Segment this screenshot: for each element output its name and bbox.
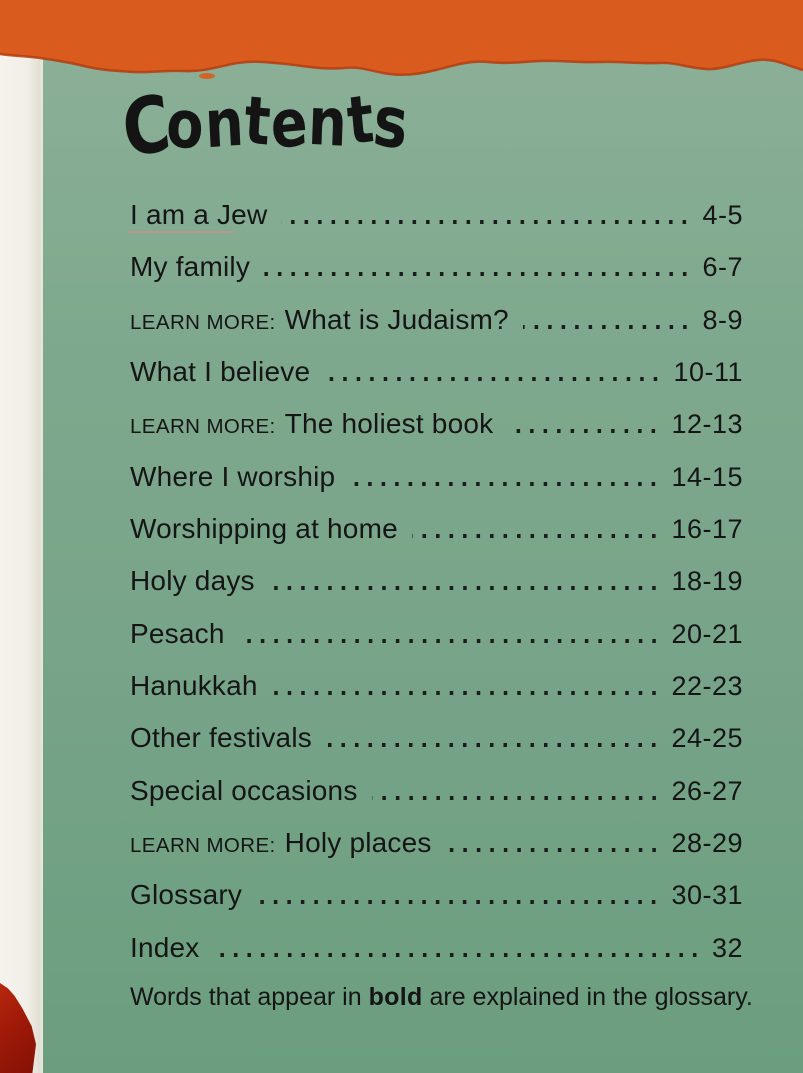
- dot-leader: [372, 796, 666, 800]
- entry-page-numbers: 20-21: [671, 618, 743, 649]
- toc-entry: [130, 398, 743, 450]
- dot-leader: [523, 325, 697, 329]
- entry-page-numbers: 22-23: [671, 671, 743, 702]
- footer-text-post: are explained in the glossary.: [422, 983, 753, 1011]
- page-title: Contents: [117, 77, 413, 176]
- dot-leader: [214, 953, 706, 957]
- dot-leader: [239, 639, 666, 643]
- entry-prefix-label: LEARN MORE:: [130, 415, 276, 439]
- entry-title: What is Judaism?: [284, 303, 509, 335]
- entry-page-numbers: 26-27: [671, 775, 743, 806]
- dot-leader: [272, 691, 666, 695]
- entry-page-numbers: 18-19: [671, 566, 743, 597]
- toc-entry: [130, 660, 743, 712]
- table-of-contents: [130, 189, 743, 974]
- entry-title: Index: [130, 931, 200, 963]
- entry-prefix-label: LEARN MORE:: [130, 310, 276, 334]
- dot-leader: [256, 900, 665, 904]
- entry-title: I am a Jew: [130, 199, 268, 230]
- entry-title: My family: [130, 251, 251, 283]
- dot-leader: [324, 377, 667, 381]
- footer-bold-word: bold: [368, 983, 423, 1011]
- entry-title: What I believe: [130, 356, 311, 388]
- entry-title: Hanukkah: [130, 670, 258, 702]
- dot-leader: [326, 743, 665, 747]
- entry-page-numbers: 10-11: [673, 357, 743, 388]
- dot-leader: [264, 272, 696, 276]
- dot-leader: [412, 534, 666, 538]
- footer-text-pre: Words that appear in: [130, 983, 369, 1011]
- entry-page-numbers: 16-17: [671, 514, 743, 545]
- toc-entry: [130, 922, 743, 974]
- entry-page-numbers: 14-15: [671, 461, 743, 492]
- dot-leader: [446, 848, 666, 852]
- entry-page-numbers: 30-31: [671, 880, 743, 911]
- entry-title: Pesach: [130, 617, 225, 649]
- entry-title: Holy days: [130, 565, 255, 597]
- entry-page-numbers: 4-5: [702, 200, 743, 230]
- dot-leader: [349, 482, 665, 486]
- entry-page-numbers: 32: [711, 932, 743, 963]
- entry-page-numbers: 28-29: [671, 828, 743, 859]
- toc-entry: [130, 189, 743, 241]
- toc-entry: [130, 712, 743, 764]
- entry-title: Glossary: [130, 879, 243, 911]
- toc-entry: [130, 241, 743, 293]
- toc-entry: [130, 817, 743, 869]
- entry-page-numbers: 8-9: [702, 304, 743, 335]
- entry-title: Where I worship: [130, 460, 336, 492]
- entry-title: Worshipping at home: [130, 513, 398, 545]
- entry-page-numbers: 6-7: [702, 252, 743, 283]
- footer-note: [130, 980, 753, 1014]
- toc-entry: [130, 869, 743, 921]
- entry-title: Other festivals: [130, 722, 312, 754]
- dot-leader: [269, 586, 666, 590]
- toc-entry: [130, 503, 743, 555]
- toc-entry: [130, 765, 743, 817]
- toc-entry: [130, 346, 743, 398]
- toc-entry: [130, 608, 743, 660]
- dot-leader: [281, 220, 696, 224]
- toc-entry: [130, 294, 743, 346]
- toc-entry: [130, 555, 743, 607]
- entry-title: Holy places: [284, 827, 432, 859]
- entry-prefix-label: LEARN MORE:: [130, 834, 276, 858]
- toc-entry: [130, 451, 743, 503]
- entry-page-numbers: 24-25: [671, 723, 743, 754]
- entry-page-numbers: 12-13: [671, 409, 743, 440]
- entry-title: The holiest book: [284, 408, 494, 440]
- entry-title: Special occasions: [130, 774, 358, 806]
- dot-leader: [507, 429, 665, 433]
